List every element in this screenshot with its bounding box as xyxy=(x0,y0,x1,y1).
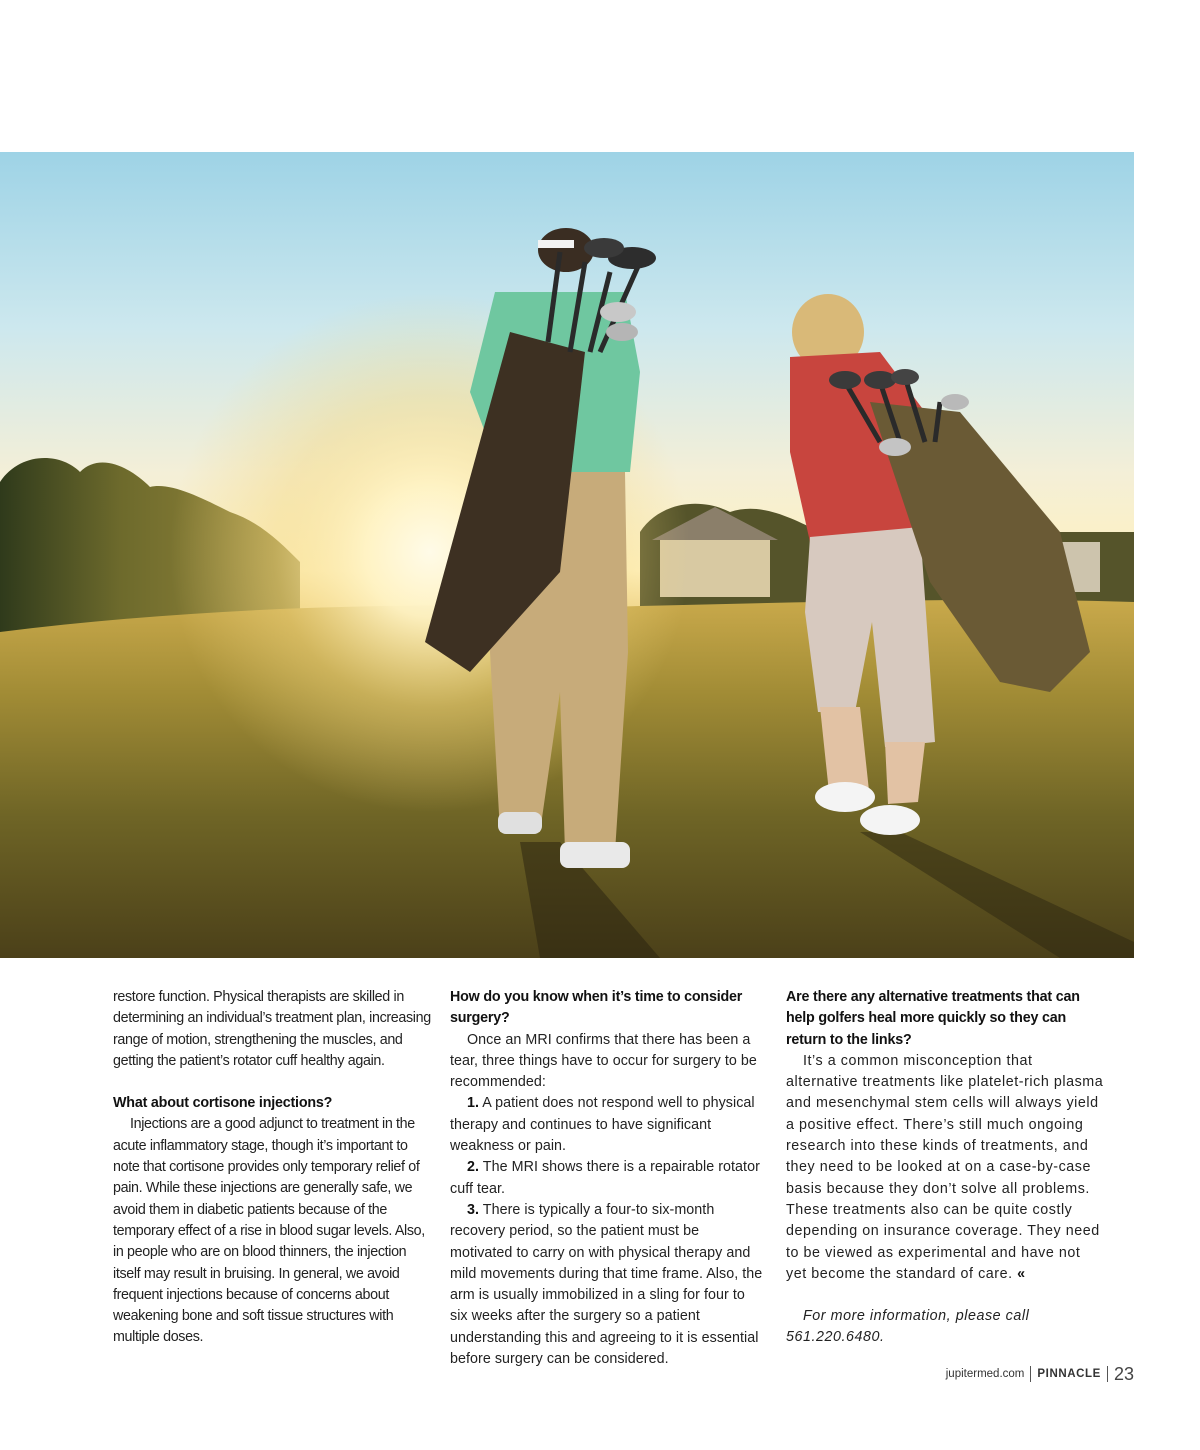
text-column-1 xyxy=(113,987,433,1349)
list-text: A patient does not respond well to physical therapy and continues to have significant weakness or pain. xyxy=(450,1095,755,1155)
section-heading: How do you know when it’s time to consider surgery? xyxy=(450,989,743,1027)
text-column-2 xyxy=(450,987,764,1370)
page-number: 23 xyxy=(1113,1363,1134,1384)
list-number: 1. xyxy=(467,1095,480,1112)
divider xyxy=(1107,1366,1108,1382)
list-text: There is typically a four-to six-month recovery period, so the patient must be motivated to carry on with physical therapy and mild movements during that time frame. Also, the arm is usually immobilized in a sling for four to six weeks after the surgery so a patient understanding this and agreeing to it is essential before surgery can be considered. xyxy=(450,1201,763,1368)
list-text: The MRI shows there is a repairable rotator cuff tear. xyxy=(450,1159,760,1197)
list-number: 3. xyxy=(467,1201,480,1218)
paragraph: restore function. Physical therapists are skilled in determining an individual’s treatment plan, increasing range of motion, strengthening the muscles, and getting the patient’s rotator cuff healthy again. xyxy=(113,989,431,1069)
divider xyxy=(1030,1366,1031,1382)
list-number: 2. xyxy=(467,1159,480,1176)
section-heading: Are there any alternative treatments that can help golfers heal more quickly so they can return to the links? xyxy=(786,989,1080,1048)
section-heading: What about cortisone injections? xyxy=(113,1095,333,1112)
golfers-illustration xyxy=(0,152,1134,958)
magazine-name: PINNACLE xyxy=(1037,1368,1101,1380)
website-url: jupitermed.com xyxy=(945,1368,1025,1380)
text-column-3 xyxy=(786,987,1104,1349)
list-item xyxy=(450,1157,764,1200)
list-item xyxy=(450,1093,764,1157)
paragraph xyxy=(786,1051,1104,1285)
paragraph: Once an MRI confirms that there has been a tear, three things have to occur for surgery to be recommended: xyxy=(450,1031,757,1091)
page-footer xyxy=(946,1363,1134,1385)
paragraph-text: It’s a common misconception that alternative treatments like platelet-rich plasma and mesenchymal stem cells will always yield a positive effect. There’s still much ongoing research into these kinds of treatments, and they need to be looked at on a case-by-case basis because they don’t solve all problems. These treatments also can be quite costly depending on insurance coverage. They need to be viewed as experimental and have not yet become the standard of care. xyxy=(786,1052,1104,1282)
list-item xyxy=(450,1200,764,1370)
paragraph: Injections are a good adjunct to treatment in the acute inflammatory stage, though it’s important to note that cortisone provides only temporary relief of pain. While these injections are generally safe, we avoid them in diabetic patients because of the temporary effect of a rise in blood sugar levels. Also, in people who are on blood thinners, the injection itself may result in bruising. In general, we avoid frequent injections because of concerns about weakening bone and soft tissue structures with multiple doses. xyxy=(113,1116,425,1346)
contact-info: For more information, please call 561.220.6480. xyxy=(786,1308,1030,1346)
hero-photo xyxy=(0,152,1134,958)
end-mark: « xyxy=(1017,1265,1026,1282)
